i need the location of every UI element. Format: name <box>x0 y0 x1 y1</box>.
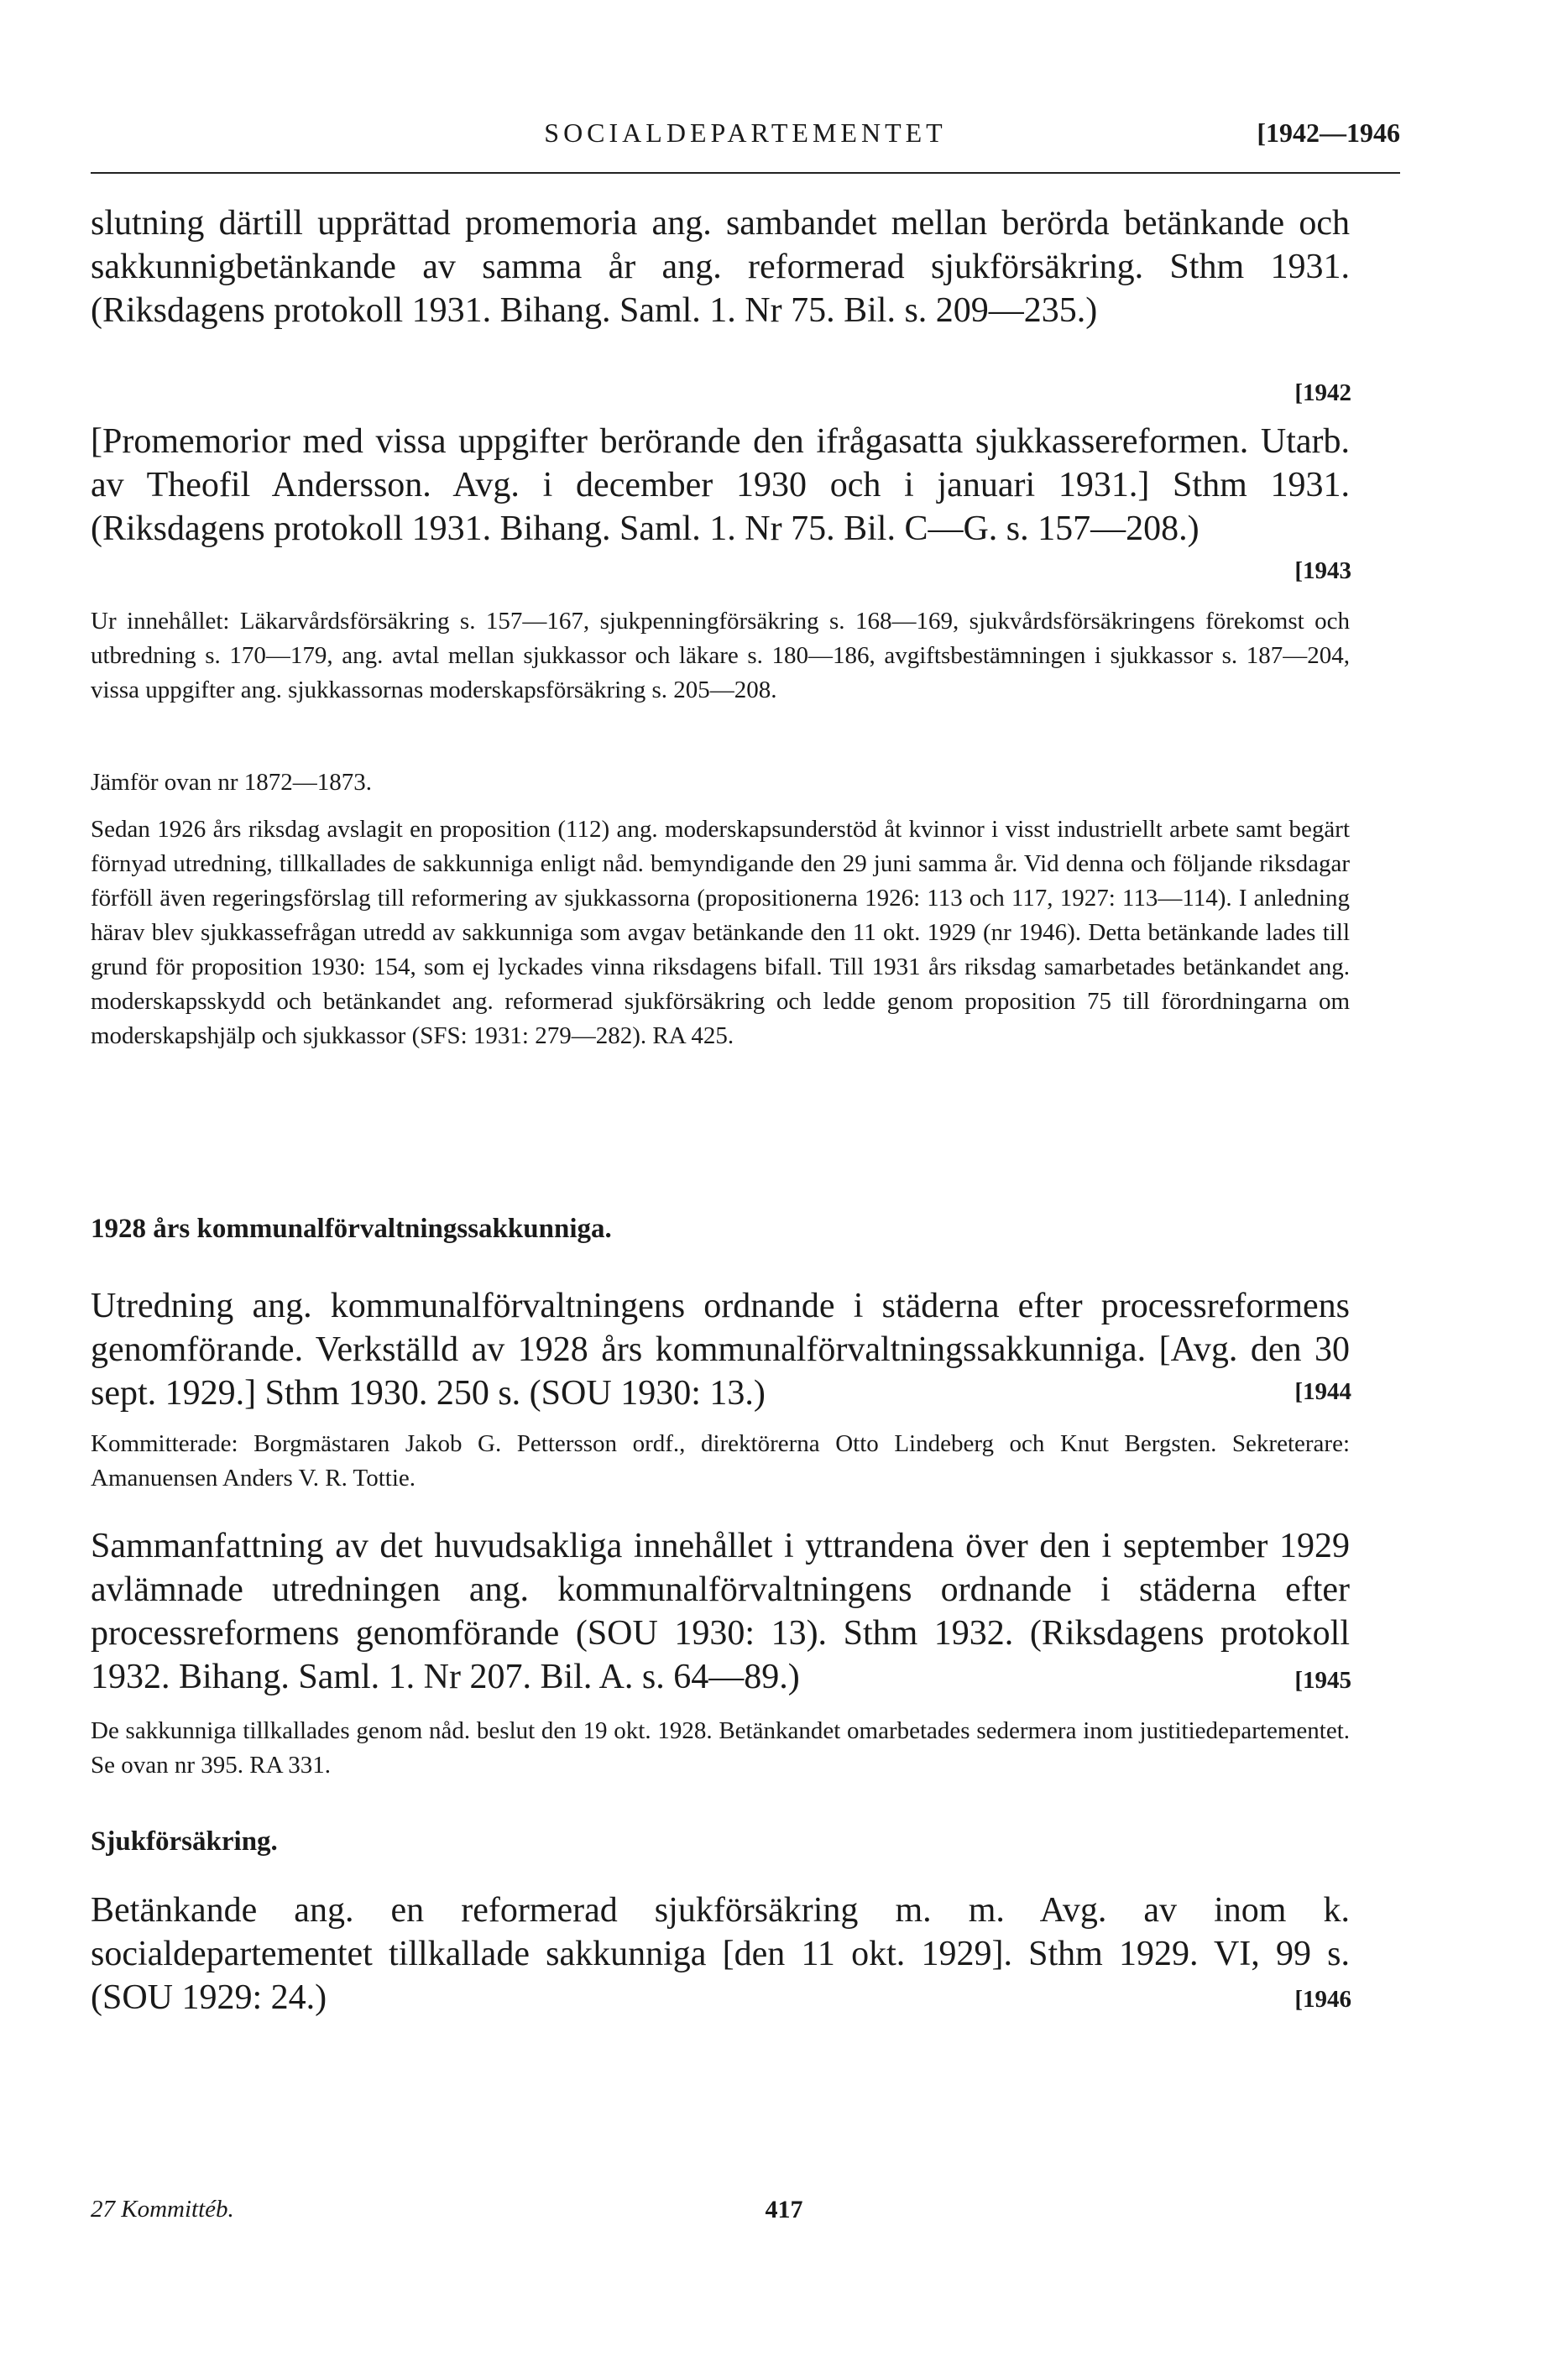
entry-1945-note: De sakkunniga tillkallades genom nåd. beslut den 19 okt. 1928. Betänkandet omarbetades sedermera inom justitiedepartementet. Se ovan nr 395. RA 331. <box>91 1717 1350 1779</box>
entry-1945-text: Sammanfattning av det huvudsakliga innehållet i yttrandena över den i september 1929 avlämnade utredningen ang. kommunalförvaltningens ordnande i städerna efter processreformens genomförande (SOU 1930: 13). Sthm 1932. (Riksdagens protokoll 1932. Bihang. Saml. 1. Nr 207. Bil. A. s. 64—89.) <box>91 1527 1350 1696</box>
entry-1946-number: [1946 <box>1294 1986 1351 2013</box>
section-heading-kommunalforvaltning: 1928 års kommunalförvaltningssakkunniga. <box>91 1214 612 1244</box>
footer-signature: 27 Kommittéb. <box>91 2196 234 2223</box>
entry-1943-text: [Promemorior med vissa uppgifter berörande den ifrågasatta sjukkassereformen. Utarb. av Theofil Andersson. Avg. i december 1930 och i januari 1931.] Sthm 1931. (Riksdagens protokoll 1931. Bihang. Saml. 1. Nr 75. Bil. C—G. s. 157—208.) <box>91 422 1350 548</box>
entry-1942-number: [1942 <box>1294 379 1351 406</box>
entry-1944-committee-note: Kommitterade: Borgmästaren Jakob G. Pettersson ordf., direktörerna Otto Lindeberg och Knut Bergsten. Sekreterare: Amanuensen Anders V. R. Tottie. <box>91 1430 1350 1492</box>
page-number: 417 <box>765 2196 803 2223</box>
header-number-range: [1942—1946 <box>1257 118 1400 148</box>
entry-1942-text: slutning därtill upprättad promemoria ang. sambandet mellan berörda betänkande och sakkunnigbetänkande av samma år ang. reformerad sjukförsäkring. Sthm 1931. (Riksdagens protokoll 1931. Bihang. Saml. 1. Nr 75. Bil. s. 209—235.) <box>91 204 1350 330</box>
entry-1943-contents-note: Ur innehållet: Läkarvårdsförsäkring s. 157—167, sjukpenningförsäkring s. 168—169, sjukvårdsförsäkringens förekomst och utbredning s. 170—179, ang. avtal mellan sjukkassor och läkare s. 180—186, avgiftsbestämningen i sjukkassor s. 187—204, vissa uppgifter ang. sjukkassornas moderskapsförsäkring s. 205—208. <box>91 608 1350 703</box>
entry-1945-number: [1945 <box>1294 1667 1351 1694</box>
section-heading-sjukforsakring: Sjukförsäkring. <box>91 1826 278 1857</box>
entry-1944-number: [1944 <box>1294 1378 1351 1405</box>
entry-1943-number: [1943 <box>1294 557 1351 584</box>
entry-1946-text: Betänkande ang. en reformerad sjukförsäkring m. m. Avg. av inom k. socialdepartementet tillkallade sakkunniga [den 11 okt. 1929]. Sthm 1929. VI, 99 s. (SOU 1929: 24.) <box>91 1891 1350 2017</box>
entry-1943-background-note: Sedan 1926 års riksdag avslagit en proposition (112) ang. moderskapsunderstöd åt kvinnor i visst industriellt arbete samt begärt förnyad utredning, tillkallades de sakkunniga enligt nåd. bemyndigande den 29 juni samma år. Vid denna och följande riksdagar förföll även regeringsförslag till reformering av sjukkassorna (propositionerna 1926: 113 och 117, 1927: 113—114). I anledning härav blev sjukkassefrågan utredd av sakkunniga som avgav betänkande den 11 okt. 1929 (nr 1946). Detta betänkande lades till grund för proposition 1930: 154, som ej lyckades vinna riksdagens bifall. Till 1931 års riksdag samarbetades betänkandet ang. moderskapsskydd och betänkandet ang. reformerad sjukförsäkring och ledde genom proposition 75 till förordningarna om moderskapshjälp och sjukkassor (SFS: 1931: 279—282). RA 425. <box>91 816 1350 1049</box>
header-title: SOCIALDEPARTEMENTET <box>544 118 947 148</box>
entry-1944-text: Utredning ang. kommunalförvaltningens ordnande i städerna efter processreformens genomförande. Verkställd av 1928 års kommunalförvaltningssakkunniga. [Avg. den 30 sept. 1929.] Sthm 1930. 250 s. (SOU 1930: 13.) <box>91 1287 1350 1413</box>
running-header <box>91 118 1400 168</box>
header-rule <box>91 172 1400 174</box>
entry-1943-crossref-note: Jämför ovan nr 1872—1873. <box>91 769 373 796</box>
